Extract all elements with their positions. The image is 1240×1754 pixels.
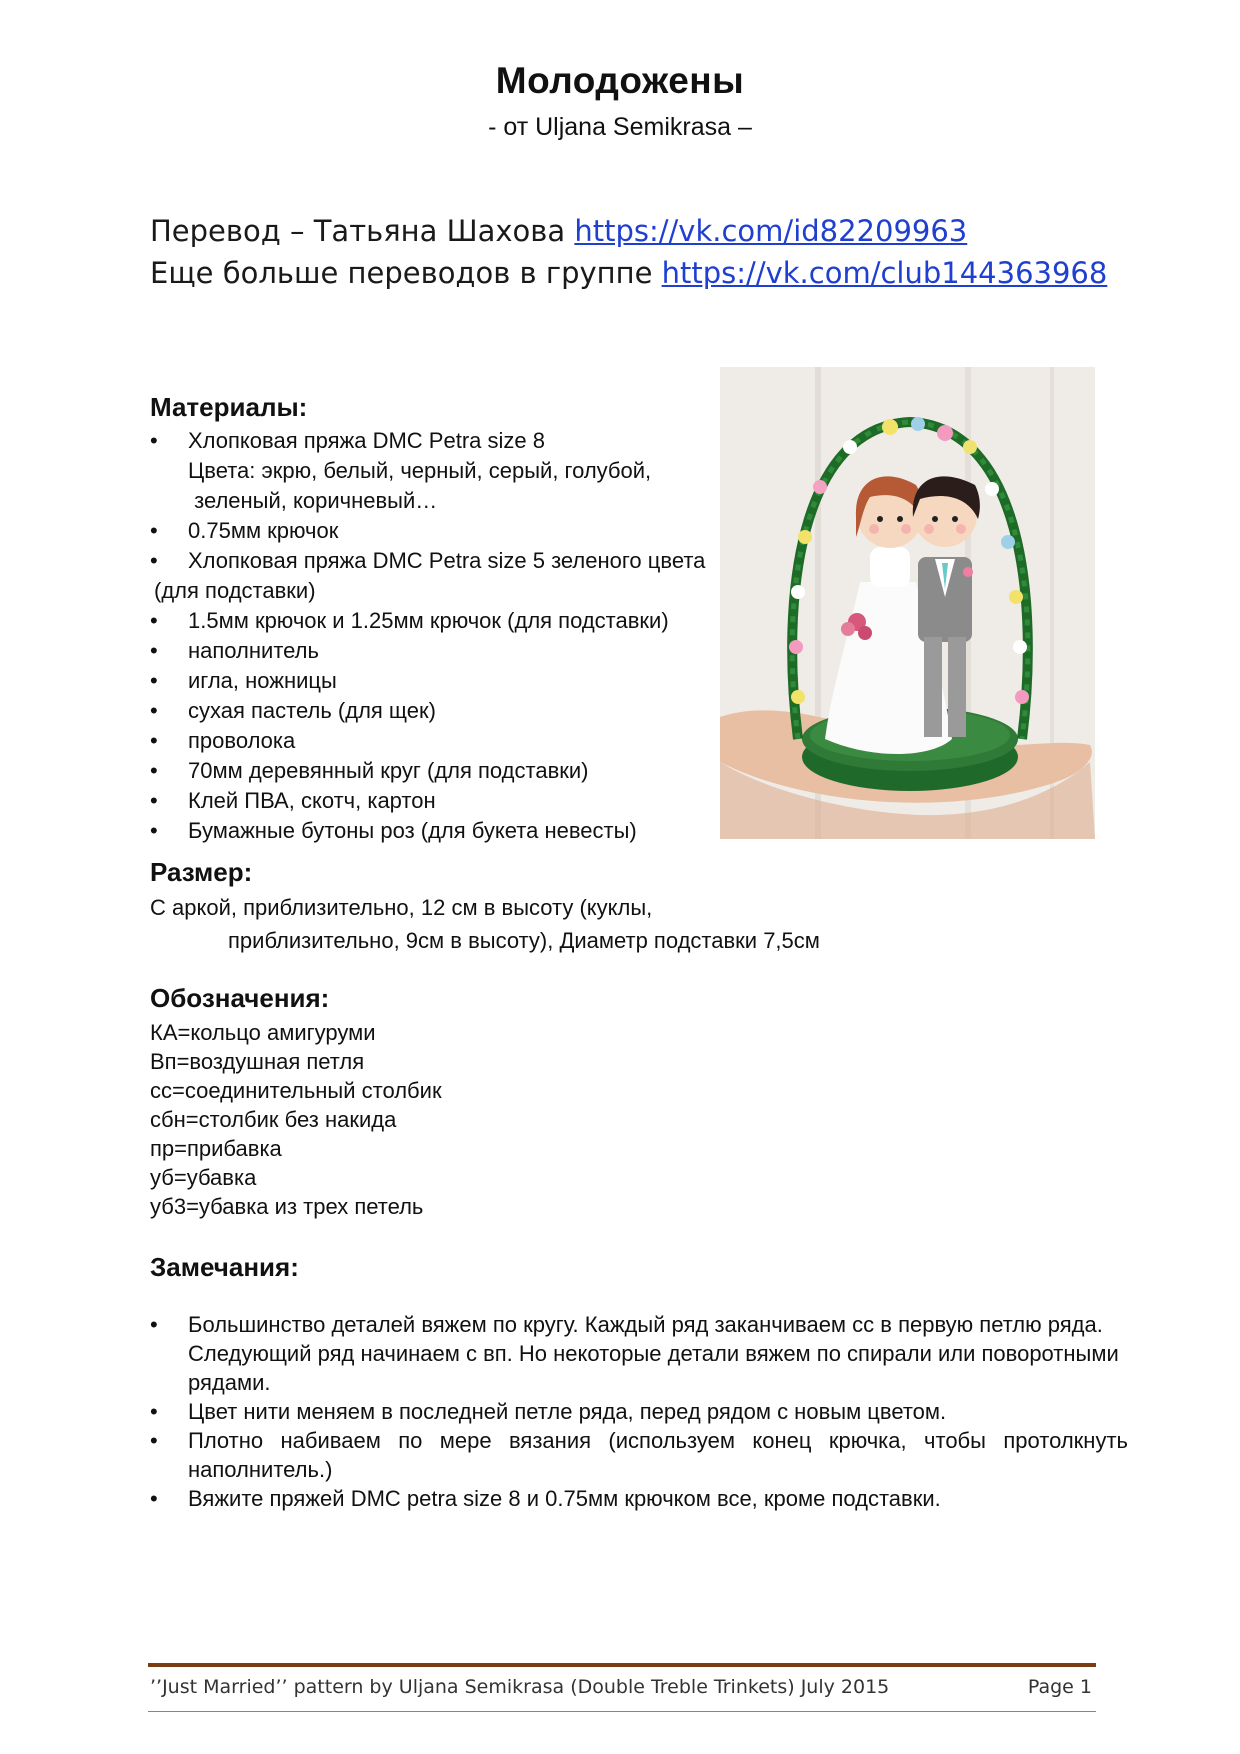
- item-text: Бумажные бутоны роз (для букета невесты): [188, 818, 637, 843]
- item-text: Хлопковая пряжа DMC Petra size 8: [188, 428, 545, 453]
- group-text: Еще больше переводов в группе: [150, 256, 662, 290]
- abbreviation-item: Вп=воздушная петля: [150, 1049, 365, 1074]
- abbreviation-item: сбн=столбик без накида: [150, 1107, 397, 1132]
- list-item: [150, 1426, 1128, 1484]
- page-subtitle: - от Uljana Semikrasa –: [488, 113, 752, 141]
- note-text: Цвет нити меняем в последней петле ряда, перед рядом с новым цветом.: [188, 1399, 947, 1424]
- translator-text: Перевод – Татьяна Шахова: [150, 214, 575, 248]
- bullet: •: [150, 818, 158, 843]
- size-line-2: приблизительно, 9см в высоту), Диаметр подставки 7,5см: [228, 928, 820, 953]
- list-item: [150, 786, 705, 816]
- list-item: [150, 666, 705, 696]
- abbreviations-list: [150, 1018, 442, 1221]
- list-item: [150, 636, 705, 666]
- abbreviation-item: сс=соединительный столбик: [150, 1078, 442, 1103]
- size-heading: Размер:: [150, 857, 253, 887]
- bullet: •: [150, 1428, 158, 1453]
- bullet: •: [150, 728, 158, 753]
- note-text: Плотно набиваем по мере вязания (используем конец крючка, чтобы протолкнуть наполнитель.): [188, 1428, 1128, 1482]
- bullet: •: [150, 698, 158, 723]
- bullet: •: [150, 428, 158, 453]
- group-link[interactable]: https://vk.com/club144363968: [661, 256, 1108, 290]
- bullet: •: [150, 1312, 158, 1337]
- abbreviations-heading: Обозначения:: [150, 983, 330, 1013]
- notes-list: [150, 1310, 1128, 1513]
- item-text: Клей ПВА, скотч, картон: [188, 788, 436, 813]
- item-text: Хлопковая пряжа DMC Petra size 5 зеленого цвета: [188, 548, 706, 573]
- note-text: Большинство деталей вяжем по кругу. Каждый ряд заканчиваем сс в первую петлю ряда. Следующий ряд начинаем с вп. Но некоторые детали вяжем по спирали или поворотными рядами.: [188, 1312, 1119, 1395]
- bullet: •: [150, 608, 158, 633]
- list-item: [150, 696, 705, 726]
- bullet: •: [150, 758, 158, 783]
- abbreviation-item: пр=прибавка: [150, 1136, 282, 1161]
- group-line: [150, 252, 1150, 294]
- abbreviation-item: уб3=убавка из трех петель: [150, 1194, 424, 1219]
- item-text: 70мм деревянный круг (для подставки): [188, 758, 589, 783]
- item-text: игла, ножницы: [188, 668, 337, 693]
- footer-credit: ’’Just Married’’ pattern by Uljana Semikrasa (Double Treble Trinkets) July 2015: [150, 1676, 890, 1698]
- footer-rule-bottom: [148, 1711, 1096, 1712]
- bullet: •: [150, 1399, 158, 1424]
- abbreviation-item: КА=кольцо амигуруми: [150, 1020, 376, 1045]
- item-text: 1.5мм крючок и 1.25мм крючок (для подставки): [188, 608, 669, 633]
- bullet: •: [150, 518, 158, 543]
- abbreviation-item: уб=убавка: [150, 1165, 257, 1190]
- item-text-cont: Цвета: экрю, белый, черный, серый, голубой,: [188, 458, 652, 483]
- bullet: •: [150, 548, 158, 573]
- note-text: Вяжите пряжей DMC petra size 8 и 0.75мм крючком все, кроме подставки.: [188, 1486, 941, 1511]
- item-text: 0.75мм крючок: [188, 518, 339, 543]
- bullet: •: [150, 788, 158, 813]
- list-item: [150, 1397, 1128, 1426]
- list-item: [150, 426, 705, 516]
- item-text-cont: (для подставки): [154, 578, 316, 603]
- page-title: Молодожены: [495, 60, 745, 101]
- list-item: [150, 816, 705, 846]
- materials-list: [150, 426, 705, 846]
- notes-heading: Замечания:: [150, 1252, 299, 1282]
- bullet: •: [150, 668, 158, 693]
- list-item: [150, 726, 705, 756]
- item-text-cont: зеленый, коричневый…: [188, 488, 438, 513]
- item-text: наполнитель: [188, 638, 319, 663]
- list-item: [150, 1310, 1128, 1397]
- list-item: [150, 1484, 1128, 1513]
- bullet: •: [150, 1486, 158, 1511]
- translator-block: [150, 210, 1150, 294]
- bullet: •: [150, 638, 158, 663]
- list-item: [150, 546, 705, 606]
- page-number: Page 1: [1027, 1676, 1092, 1698]
- translator-link[interactable]: https://vk.com/id82209963: [574, 214, 968, 248]
- footer-rule: [148, 1663, 1096, 1667]
- materials-heading: Материалы:: [150, 392, 308, 422]
- doll-photo: [720, 367, 1095, 839]
- item-text: проволока: [188, 728, 296, 753]
- list-item: [150, 756, 705, 786]
- item-text: сухая пастель (для щек): [188, 698, 436, 723]
- doll-illustration: [720, 367, 1095, 839]
- translator-line: [150, 210, 1150, 252]
- list-item: [150, 516, 705, 546]
- size-line-1: С аркой, приблизительно, 12 см в высоту (куклы,: [150, 895, 653, 920]
- list-item: [150, 606, 705, 636]
